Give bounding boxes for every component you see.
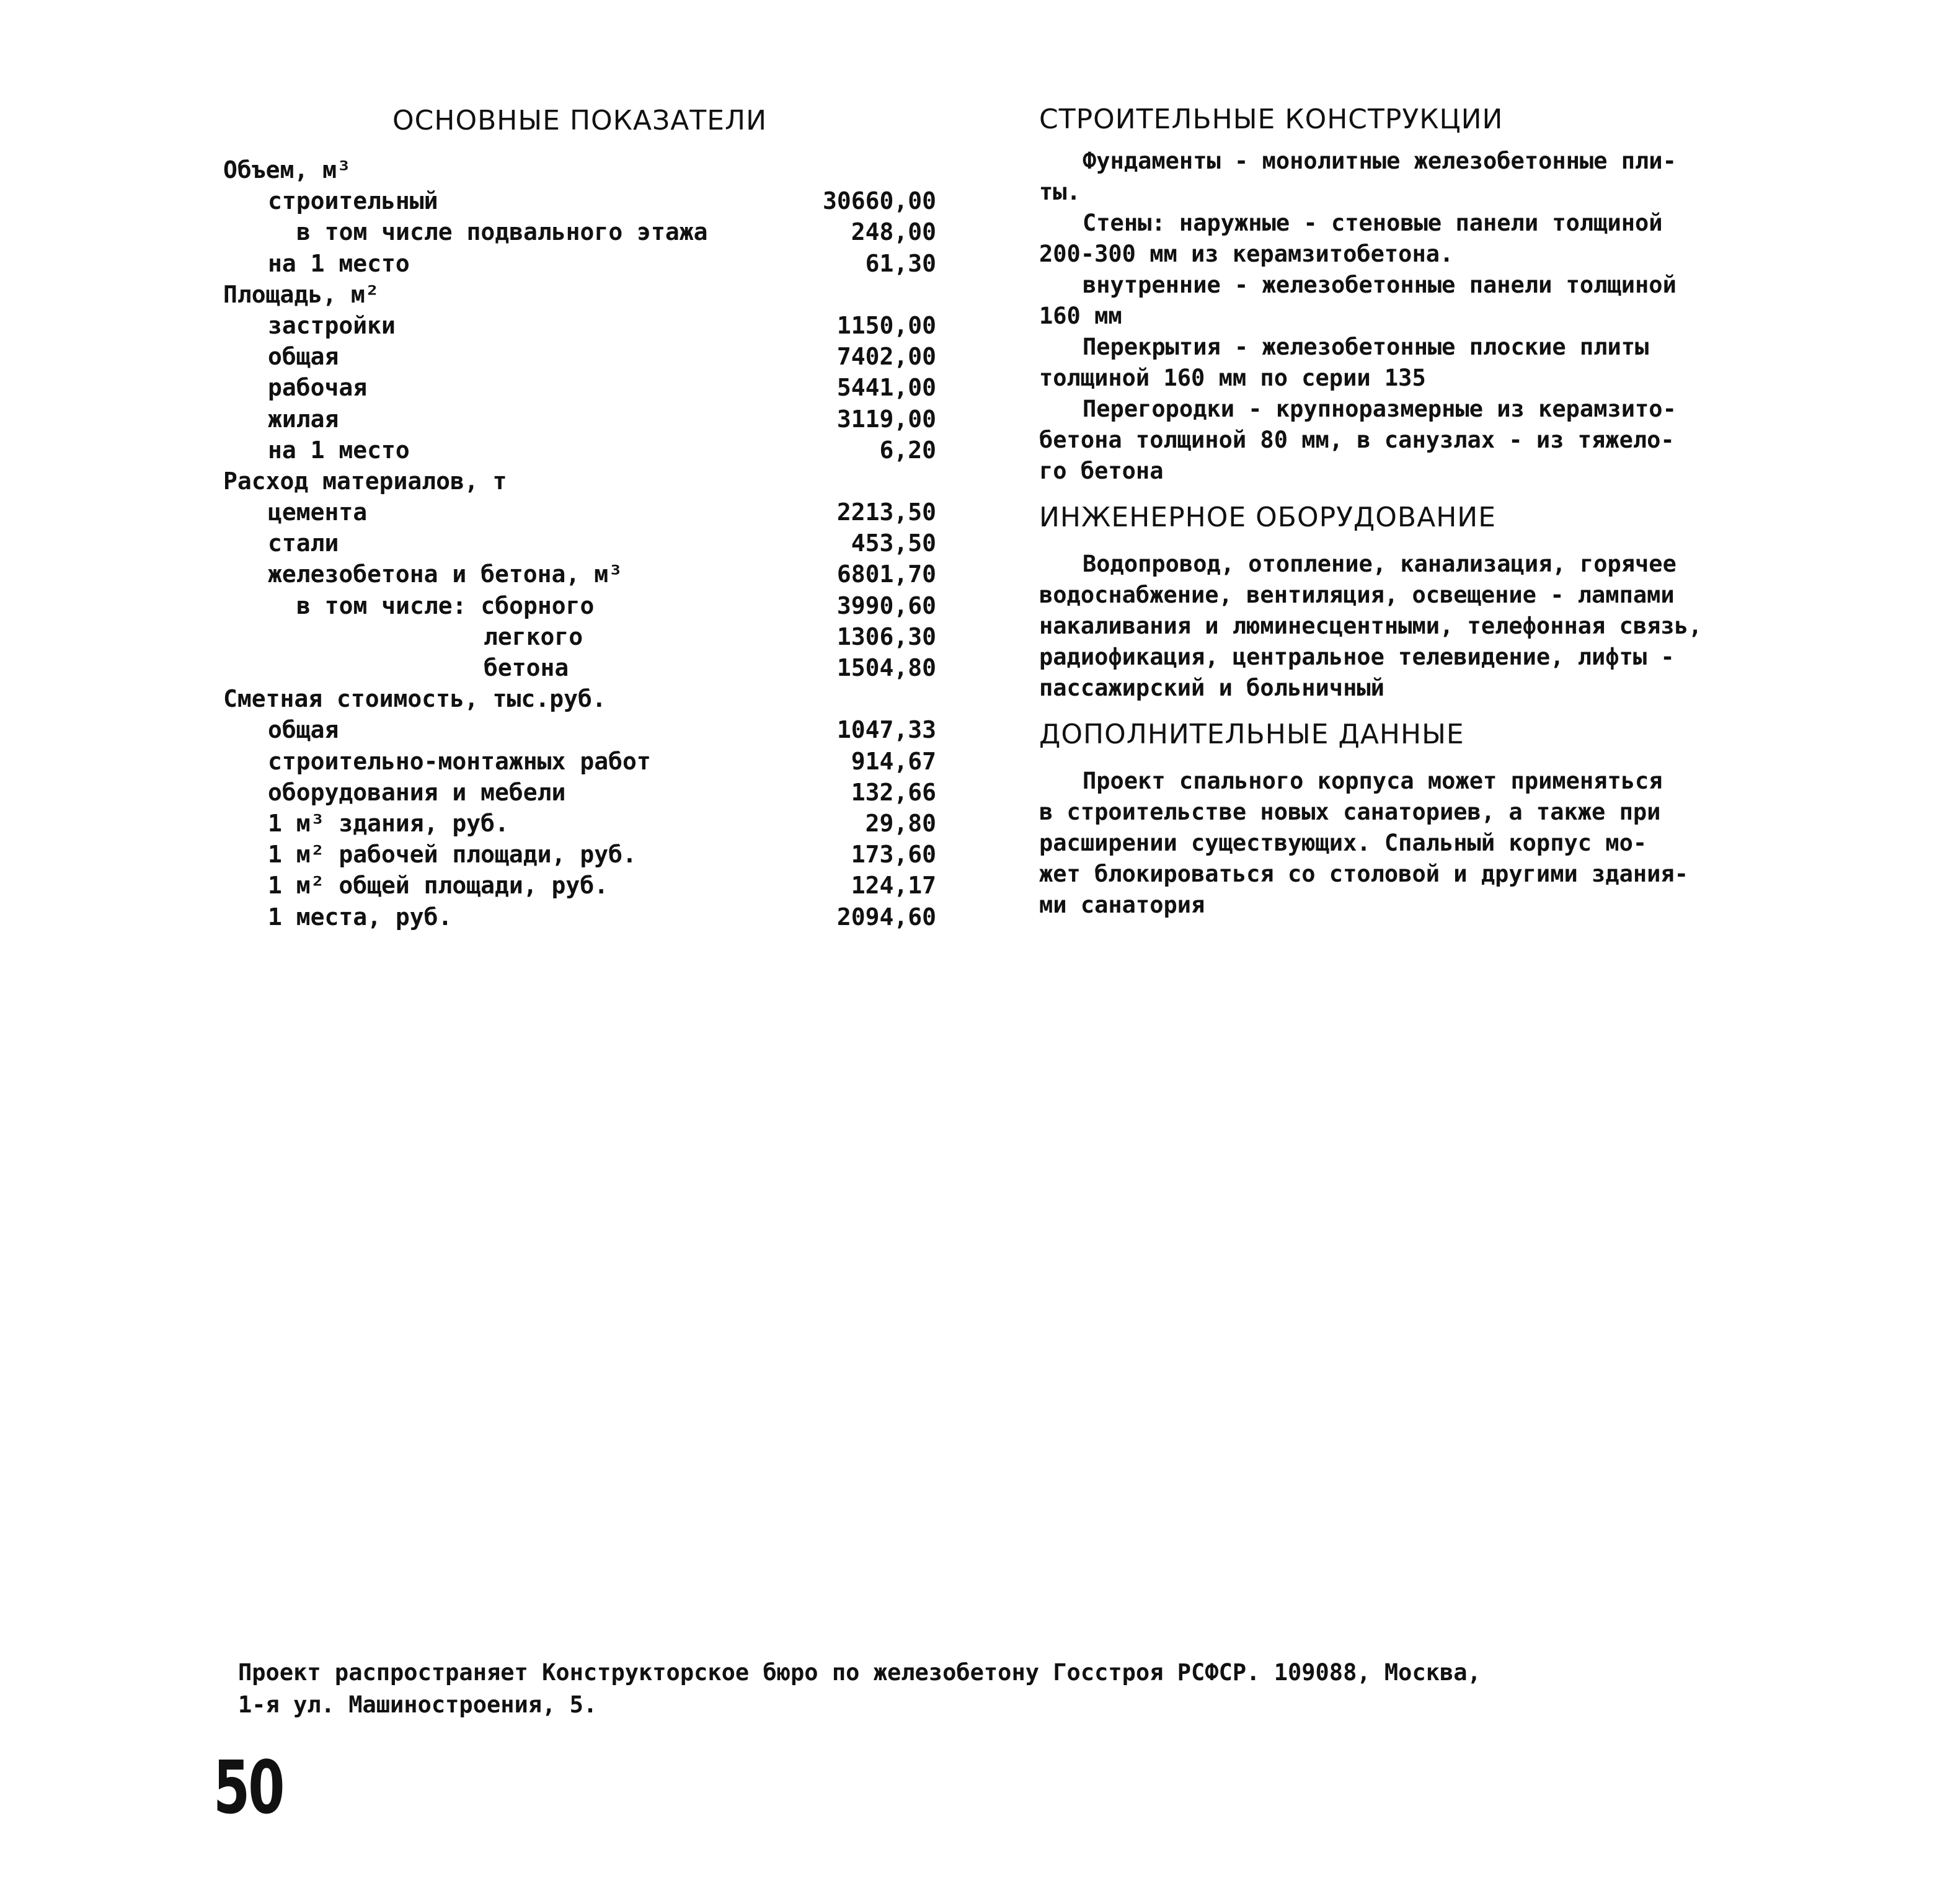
text-line: Перекрытия - железобетонные плоские плиты [1083, 334, 1649, 360]
indicator-row [223, 777, 936, 808]
main-indicators-heading: ОСНОВНЫЕ ПОКАЗАТЕЛИ [392, 105, 767, 136]
engineering-text [1039, 549, 1746, 704]
text-line: расширении существующих. Спальный корпус мо- [1039, 830, 1647, 856]
indicator-label: Расход материалов, т [223, 467, 507, 495]
indicator-label: 1 м³ здания, руб. [268, 809, 509, 837]
additional-text [1039, 766, 1746, 921]
indicator-row [223, 279, 936, 310]
indicator-row [223, 714, 936, 745]
text-line: Водопровод, отопление, канализация, горячее [1083, 551, 1676, 577]
text-line: 160 мм [1039, 303, 1122, 329]
indicator-value: 1047,33 [836, 716, 936, 744]
additional-section [1039, 717, 1746, 921]
indicator-row [223, 621, 936, 652]
indicator-row [223, 652, 936, 683]
text-line: ты. [1039, 179, 1081, 205]
indicator-value: 6801,70 [836, 560, 936, 588]
indicators-table [223, 154, 936, 932]
indicator-label: железобетона и бетона, м³ [268, 560, 622, 588]
page-number: 50 [213, 1745, 283, 1830]
indicator-value: 173,60 [851, 841, 936, 869]
indicator-label: в том числе: сборного [296, 591, 595, 619]
indicator-label: в том числе подвального этажа [296, 218, 708, 246]
text-line: пассажирский и больничный [1039, 675, 1384, 701]
indicator-label: стали [268, 529, 339, 557]
indicator-row [223, 404, 936, 435]
text-line: Стены: наружные - стеновые панели толщиной [1083, 210, 1663, 236]
indicator-label: Площадь, м² [223, 280, 379, 308]
indicator-value: 914,67 [851, 747, 936, 775]
engineering-section [1039, 500, 1746, 704]
publisher-note-line: 1-я ул. Машиностроения, 5. [238, 1691, 598, 1718]
indicator-value: 2213,50 [836, 498, 936, 526]
text-line: толщиной 160 мм по серии 135 [1039, 365, 1426, 391]
indicator-value: 3990,60 [836, 591, 936, 619]
indicator-label: общая [268, 343, 339, 371]
text-line: го бетона [1039, 458, 1164, 484]
indicator-label: 1 м² рабочей площади, руб. [268, 841, 637, 869]
indicator-value: 132,66 [851, 778, 936, 806]
text-line: 200-300 мм из керамзитобетона. [1039, 241, 1454, 267]
text-line: в строительстве новых санаториев, а также при [1039, 799, 1661, 825]
publisher-note-line: Проект распространяет Конструкторское бюро по железобетону Госстроя РСФСР. 109088, Москва, [238, 1659, 1481, 1686]
publisher-note [238, 1657, 1481, 1721]
indicator-label: бетона [484, 654, 569, 681]
text-line: ми санатория [1039, 892, 1205, 918]
indicator-value: 453,50 [851, 529, 936, 557]
indicator-row [223, 808, 936, 839]
indicator-row [223, 497, 936, 528]
indicator-row [223, 683, 936, 714]
indicator-value: 2094,60 [836, 903, 936, 931]
indicator-value: 1504,80 [836, 654, 936, 681]
text-line: внутренние - железобетонные панели толщиной [1083, 272, 1676, 298]
text-line: водоснабжение, вентиляция, освещение - лампами [1039, 582, 1675, 608]
indicator-label: на 1 место [268, 436, 410, 464]
indicator-value: 124,17 [851, 872, 936, 900]
indicator-row [223, 746, 936, 777]
indicator-value: 248,00 [851, 218, 936, 246]
right-column [1039, 102, 1746, 921]
indicator-value: 3119,00 [836, 405, 936, 433]
construction-heading: СТРОИТЕЛЬНЫЕ КОНСТРУКЦИИ [1039, 104, 1504, 135]
indicator-label: Объем, м³ [223, 156, 351, 184]
indicator-label: строительно-монтажных работ [268, 747, 651, 775]
text-line: жет блокироваться со столовой и другими здания- [1039, 861, 1688, 887]
text-line: накаливания и люминесцентными, телефонная связь, [1039, 613, 1703, 639]
indicator-label: застройки [268, 311, 396, 339]
indicator-value: 29,80 [865, 809, 936, 837]
text-line: Фундаменты - монолитные железобетонные пли- [1083, 148, 1676, 174]
text-line: бетона толщиной 80 мм, в санузлах - из тяжело- [1039, 427, 1675, 453]
indicator-row [223, 559, 936, 590]
indicator-row [223, 310, 936, 341]
indicator-row [223, 870, 936, 901]
indicator-row [223, 435, 936, 466]
indicator-label: цемента [268, 498, 368, 526]
text-line: Проект спального корпуса может применяться [1083, 768, 1663, 794]
text-line: Перегородки - крупноразмерные из керамзито- [1083, 396, 1676, 422]
indicator-row [223, 590, 936, 621]
indicator-row [223, 466, 936, 497]
indicator-row [223, 528, 936, 559]
indicator-label: легкого [484, 622, 583, 650]
indicator-row [223, 154, 936, 185]
indicator-label: на 1 место [268, 249, 410, 277]
construction-section [1039, 102, 1746, 487]
indicator-label: рабочая [268, 374, 368, 402]
indicator-value: 7402,00 [836, 343, 936, 371]
indicator-row [223, 341, 936, 372]
indicator-row [223, 185, 936, 216]
indicator-row [223, 372, 936, 403]
indicator-value: 5441,00 [836, 374, 936, 402]
construction-text [1039, 146, 1746, 487]
indicator-label: строительный [268, 187, 438, 215]
indicator-label: оборудования и мебели [268, 778, 566, 806]
indicator-value: 30660,00 [822, 187, 936, 215]
indicator-row [223, 901, 936, 932]
indicator-row [223, 248, 936, 279]
indicator-row [223, 216, 936, 247]
indicator-label: 1 м² общей площади, руб. [268, 872, 609, 900]
indicator-row [223, 839, 936, 870]
indicator-label: общая [268, 716, 339, 744]
indicator-value: 61,30 [865, 249, 936, 277]
text-line: радиофикация, центральное телевидение, лифты - [1039, 644, 1675, 670]
indicator-label: жилая [268, 405, 339, 433]
indicator-value: 1306,30 [836, 622, 936, 650]
additional-heading: ДОПОЛНИТЕЛЬНЫЕ ДАННЫЕ [1039, 719, 1464, 750]
indicator-label: 1 места, руб. [268, 903, 453, 931]
indicator-value: 6,20 [879, 436, 936, 464]
engineering-heading: ИНЖЕНЕРНОЕ ОБОРУДОВАНИЕ [1039, 502, 1497, 533]
indicator-value: 1150,00 [836, 311, 936, 339]
main-indicators-section [223, 102, 936, 932]
indicator-label: Сметная стоимость, тыс.руб. [223, 685, 606, 713]
